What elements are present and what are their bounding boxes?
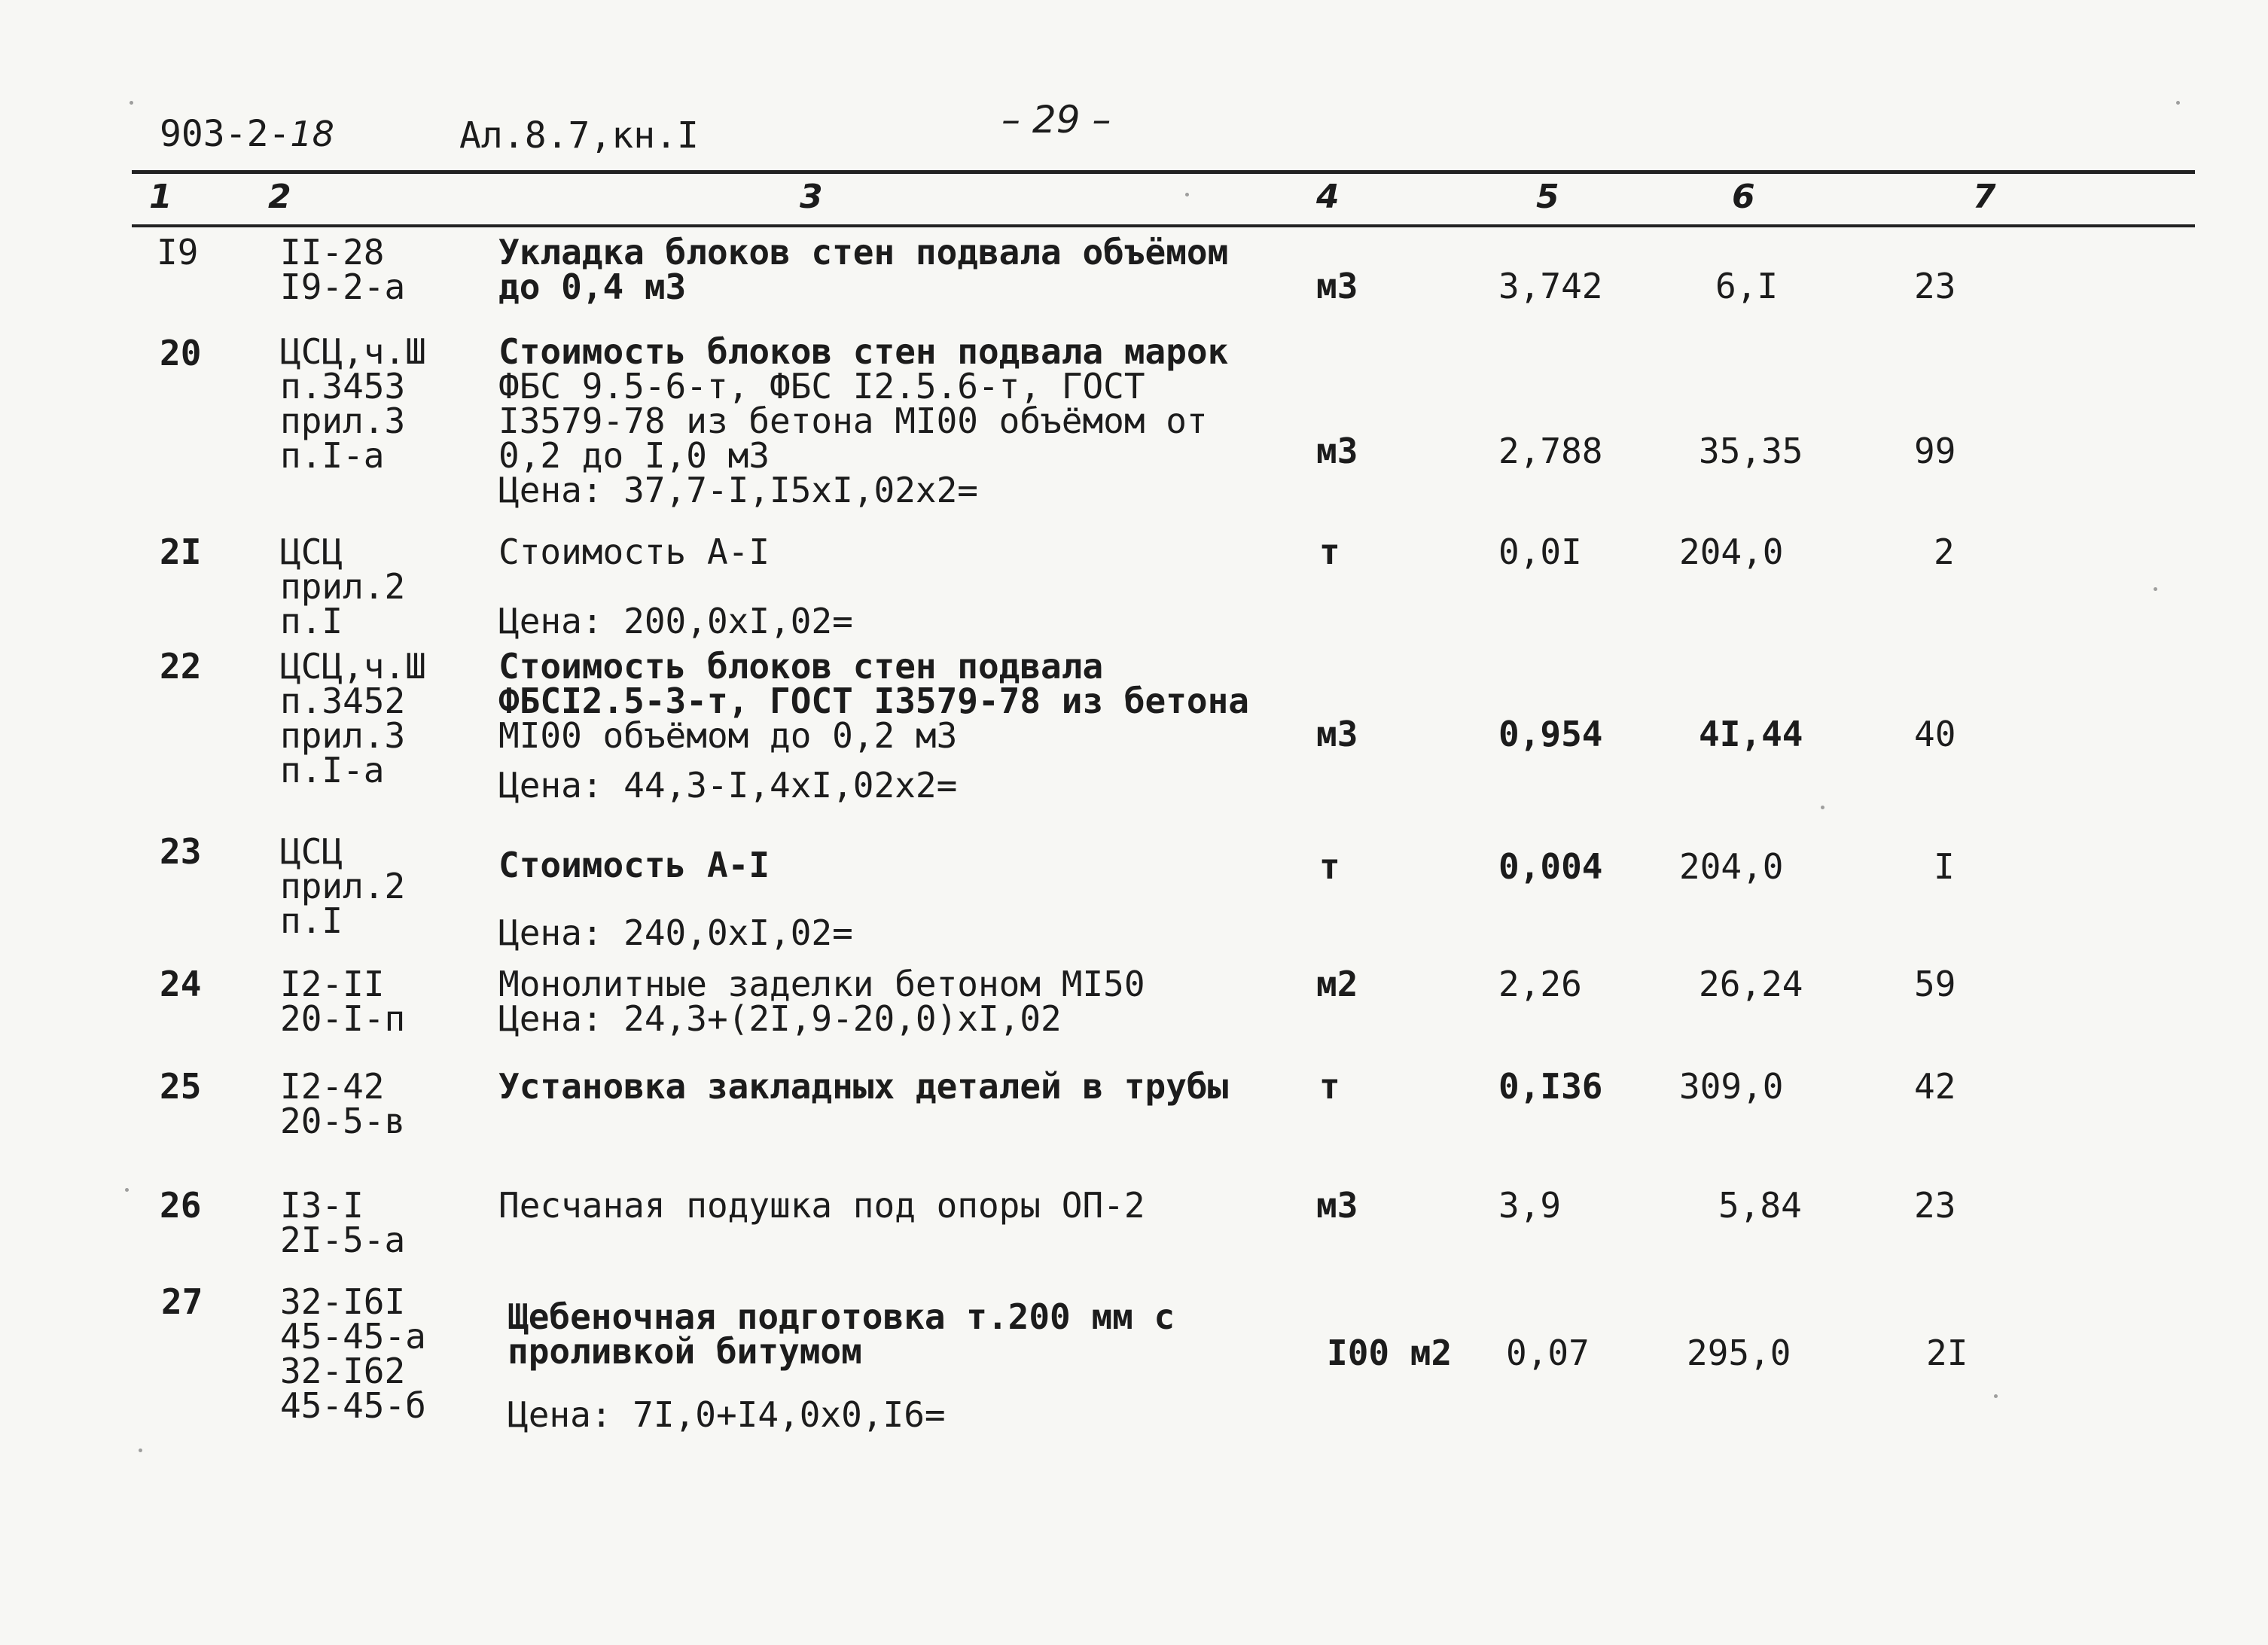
row-unit: т [1319,1066,1340,1107]
column-number-4: 4 [1316,178,1340,216]
description-line: ФБС 9.5-6-т, ФБС I2.5.6-т, ГОСТ [498,366,1145,407]
row-price: 204,0 [1679,532,1784,572]
description-line: Цена: 37,7-I,I5хI,02х2= [498,470,978,510]
project-code [160,113,334,155]
code-line: ЦСЦ,ч.Ш [280,331,426,372]
row-unit: м3 [1316,1185,1358,1226]
row-price: 309,0 [1679,1066,1784,1107]
description-line: Цена: 200,0хI,02= [498,601,853,641]
description-line: Песчаная подушка под опоры ОП-2 [498,1185,1145,1226]
row-codes [280,831,406,941]
row-unit: м2 [1316,964,1358,1004]
row-price: 4I,44 [1699,714,1803,754]
row-total: 2I [1926,1333,1968,1373]
row-description [498,964,1145,1039]
row-quantity: 0,0I [1498,532,1582,572]
description-line: Цена: 44,3-I,4хI,02х2= [498,765,958,806]
row-number: 20 [160,333,202,373]
row-price: 6,I [1715,266,1779,306]
row-number: 27 [161,1281,203,1322]
row-unit: м3 [1316,431,1358,471]
code-line: ЦСЦ,ч.Ш [280,646,426,687]
description-line: I3579-78 из бетона МI00 объёмом от [498,401,1208,441]
row-price: 35,35 [1699,431,1803,471]
row-codes [280,1281,426,1426]
description-line: 0,2 до I,0 м3 [498,435,770,476]
description-line: Цена: 24,3+(2I,9-20,0)хI,02 [498,998,1062,1039]
scan-mark [1821,806,1824,809]
description-line: ФБСI2.5-3-т, ГОСТ I3579-78 из бетона [498,681,1249,721]
description-line: Укладка блоков стен подвала объёмом [498,232,1229,273]
code-line: прил.3 [280,715,406,756]
description-line: Цена: 7I,0+I4,0х0,I6= [508,1394,946,1435]
code-line: 45-45-б [280,1385,426,1426]
code-line: п.I [280,601,343,641]
header-bottom-rule [132,224,2195,227]
row-price: 5,84 [1718,1185,1802,1226]
description-line: Стоимость А-I [498,532,770,572]
row-number: 2I [160,532,202,572]
code-line: п.3452 [280,681,406,721]
row-codes [280,232,406,307]
row-codes [280,964,406,1039]
description-line: до 0,4 м3 [498,267,687,307]
row-price: 26,24 [1699,964,1803,1004]
column-number-5: 5 [1536,178,1559,216]
row-quantity: 0,004 [1498,846,1603,887]
code-line: I2-42 [280,1066,385,1107]
row-description [508,1296,1175,1435]
column-number-3: 3 [800,178,823,216]
description-line: Стоимость блоков стен подвала [498,646,1104,687]
description-line: Цена: 240,0хI,02= [498,912,853,953]
description-line: Щебеночная подготовка т.200 мм с [508,1296,1175,1337]
column-number-1: 1 [149,178,172,216]
code-line: I9-2-а [280,267,406,307]
row-number: 23 [160,831,202,872]
code-line: п.I [280,900,343,941]
page-number: – 29 – [1001,98,1111,142]
row-number: I9 [157,232,199,273]
code-line: I3-I [280,1185,364,1226]
row-quantity: 0,07 [1506,1333,1590,1373]
code-line: 2I-5-а [280,1220,406,1260]
description-line: Стоимость блоков стен подвала марок [498,331,1229,372]
description-line: МI00 объёмом до 0,2 м3 [498,715,958,756]
code-line: 32-I62 [280,1351,406,1391]
row-number: 24 [160,964,202,1004]
row-description [498,232,1229,307]
code-line: 32-I6I [280,1281,406,1322]
code-line: ЦСЦ [280,831,343,872]
scan-mark [139,1449,142,1452]
scan-mark [1185,193,1189,196]
code-line: п.3453 [280,366,406,407]
code-line: ЦСЦ [280,532,343,572]
row-quantity: 2,788 [1498,431,1603,471]
row-description [498,845,853,953]
description-line: проливкой битумом [508,1331,862,1372]
row-total: 23 [1914,266,1956,306]
row-codes [280,1066,406,1141]
row-codes [280,532,406,641]
row-quantity: 0,I36 [1498,1066,1603,1107]
page-number-value: 29 [1032,98,1081,142]
row-total: 23 [1914,1185,1956,1226]
code-line: прил.3 [280,401,406,441]
scan-mark [130,101,133,105]
header-top-rule [132,170,2195,174]
row-total: 59 [1914,964,1956,1004]
row-total: I [1934,846,1955,887]
row-description [498,1185,1145,1226]
scan-mark [1994,1394,1998,1398]
column-number-7: 7 [1973,178,1996,216]
row-total: 99 [1914,431,1956,471]
row-codes [280,646,426,791]
row-quantity: 2,26 [1498,964,1582,1004]
row-price: 204,0 [1679,846,1784,887]
project-code-suffix: 18 [290,114,334,154]
project-code-base: 903-2- [160,113,291,155]
row-unit: м3 [1316,266,1358,306]
code-line: прил.2 [280,566,406,607]
code-line: 45-45-а [280,1316,426,1357]
column-number-2: 2 [268,178,291,216]
row-number: 26 [160,1185,202,1226]
row-description [498,532,853,641]
row-description [498,1066,1229,1107]
row-number: 22 [160,646,202,687]
row-quantity: 3,742 [1498,266,1603,306]
row-unit: м3 [1316,714,1358,754]
code-line: II-28 [280,232,385,273]
scan-mark [2176,101,2180,105]
row-number: 25 [160,1066,202,1107]
code-line: I2-II [280,964,385,1004]
row-unit: т [1319,846,1340,887]
row-total: 42 [1914,1066,1956,1107]
code-line: п.I-а [280,750,385,791]
row-description [498,331,1229,510]
code-line: 20-I-п [280,998,406,1039]
description-line: Установка закладных деталей в трубы [498,1066,1229,1107]
row-unit: I00 м2 [1327,1333,1453,1373]
description-line: Стоимость А-I [498,845,770,885]
row-total: 40 [1914,714,1956,754]
description-line: Монолитные заделки бетоном МI50 [498,964,1145,1004]
scan-mark [125,1188,129,1192]
row-description [498,646,1249,806]
row-total: 2 [1934,532,1955,572]
row-quantity: 3,9 [1498,1185,1562,1226]
scan-mark [2154,587,2157,591]
row-quantity: 0,954 [1498,714,1603,754]
row-codes [280,1185,406,1260]
code-line: п.I-а [280,435,385,476]
row-codes [280,331,426,476]
album-reference: Ал.8.7,кн.I [459,114,699,157]
column-number-6: 6 [1732,178,1755,216]
code-line: прил.2 [280,866,406,906]
row-unit: т [1319,532,1340,572]
code-line: 20-5-в [280,1101,406,1141]
row-price: 295,0 [1687,1333,1791,1373]
